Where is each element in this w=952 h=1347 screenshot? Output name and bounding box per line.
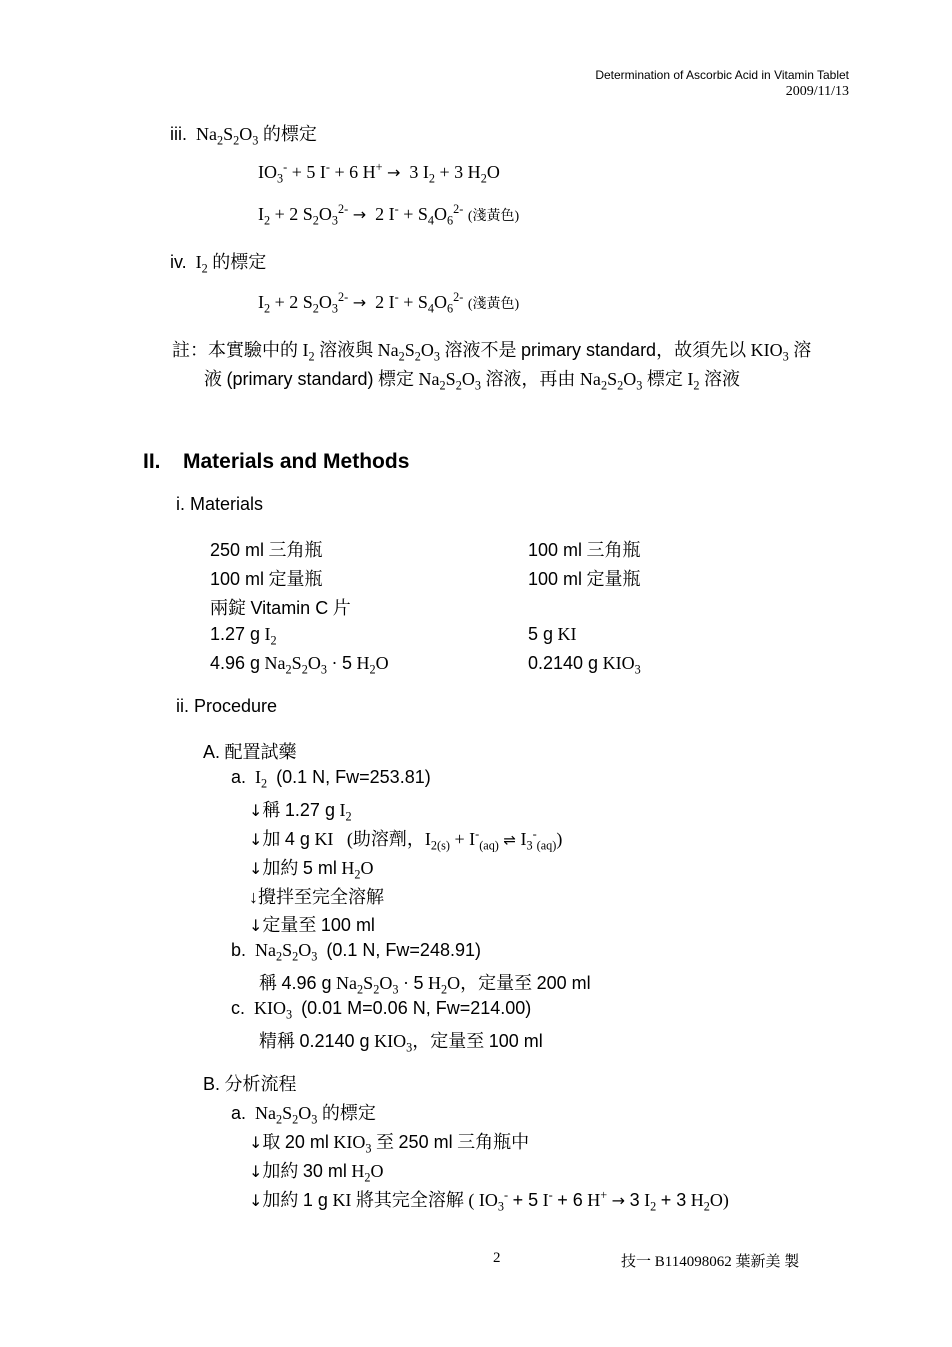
procedure-heading: ii. Procedure	[176, 696, 278, 716]
procedure-A-a-step-2: ↓加 4 g KI (助溶劑，$I_{2(s)} + I^-_{(aq)}$ ⇌ $I_3^-_{(aq)}$)	[249, 827, 563, 853]
reaction-thiosulfate: $I_2 + 2$ $S_2O_3^{2-} \to 2$ $I^- + S_4O_6^{2-}$ (淺黃色)	[258, 202, 520, 228]
material-left-1: 250 ml 三角瓶	[210, 540, 323, 560]
procedure-A-label: A. 配置試藥	[203, 742, 297, 762]
std-i2-heading	[170, 248, 266, 274]
procedure-B-a-title: a. $Na_2S_2O_3$ 的標定	[231, 1103, 376, 1127]
note-line-1: 註：本實驗中的 $I_2$ 溶液與 $Na_2S_2O_3$ 溶液不是 primary standard，故須先以 $KIO_3$ 溶	[172, 340, 812, 364]
procedure-A-a-title: a. $I_2$ (0.1 N, Fw=253.81)	[231, 767, 431, 791]
header-date: 2009/11/13	[785, 84, 849, 99]
reaction-iodate: $IO_3^- + 5$ I- + 6 H+ → 3 $I_2 + 3$ $H_2O$	[258, 160, 500, 186]
footer-author: 技一 B114098062 葉新美 製	[621, 1254, 800, 1270]
material-right-1: 100 ml 三角瓶	[528, 540, 641, 560]
section-title: Materials and Methods	[183, 450, 410, 473]
procedure-B-a-step-2: ↓加約 30 ml $H_2O$	[249, 1161, 384, 1185]
material-left-2: 100 ml 定量瓶	[210, 569, 323, 589]
material-left-5: 4.96 g $Na_2S_2O_3 \cdot 5$ $H_2O$	[210, 653, 389, 677]
item-number: iii.	[170, 124, 187, 144]
material-right-4: 5 g KI	[528, 624, 577, 644]
procedure-A-b-title: b. $Na_2S_2O_3$ (0.1 N, Fw=248.91)	[231, 940, 481, 964]
item-label: $I_2$ 的標定	[191, 252, 267, 276]
procedure-A-c-text: 精稱 0.2140 g $KIO_3$，定量至 100 ml	[259, 1031, 543, 1055]
note-line-2: 液 (primary standard) 標定 $Na_2S_2O_3$ 溶液，再由 $Na_2S_2O_3$ 標定 $I_2$ 溶液	[204, 369, 740, 393]
material-left-3: 兩錠 Vitamin C 片	[210, 598, 351, 618]
procedure-A-c-title: c. $KIO_3$ (0.01 M=0.06 N, Fw=214.00)	[231, 998, 532, 1022]
page-number: 2	[493, 1250, 501, 1266]
material-right-5: 0.2140 g $KIO_3$	[528, 653, 641, 677]
section-number: II.	[143, 450, 161, 473]
procedure-A-a-step-1: ↓稱 1.27 g $I_2$	[249, 800, 352, 824]
std-na2s2o3-heading	[170, 120, 317, 146]
procedure-A-a-step-5: ↓定量至 100 ml	[249, 915, 375, 935]
procedure-A-a-step-4: ↓攪拌至完全溶解	[249, 887, 384, 907]
item-label: $Na_2S_2O_3$ 的標定	[191, 124, 317, 148]
material-right-2: 100 ml 定量瓶	[528, 569, 641, 589]
reaction-i2-thiosulfate: $I_2 + 2$ $S_2O_3^{2-} \to 2$ $I^- + S_4O_6^{2-}$ (淺黃色)	[258, 290, 520, 316]
header-title: Determination of Ascorbic Acid in Vitamin Tablet	[595, 68, 849, 82]
material-left-4: 1.27 g $I_2$	[210, 624, 277, 648]
procedure-A-a-step-3: ↓加約 5 ml $H_2O$	[249, 858, 374, 882]
procedure-A-b-text: 稱 4.96 g $Na_2S_2O_3 \cdot 5$ $H_2O$，定量至 200 ml	[259, 973, 591, 997]
item-number: iv.	[170, 252, 187, 272]
materials-heading: i. Materials	[176, 494, 264, 514]
procedure-B-a-step-3: ↓加約 1 g KI 將其完全溶解 ( $IO_3^- + 5$ I- + 6 H+ → 3 $I_2 + 3$ $H_2O$)	[249, 1188, 729, 1214]
procedure-B-label: B. 分析流程	[203, 1074, 297, 1094]
procedure-B-a-step-1: ↓取 20 ml $KIO_3$ 至 250 ml 三角瓶中	[249, 1132, 530, 1156]
